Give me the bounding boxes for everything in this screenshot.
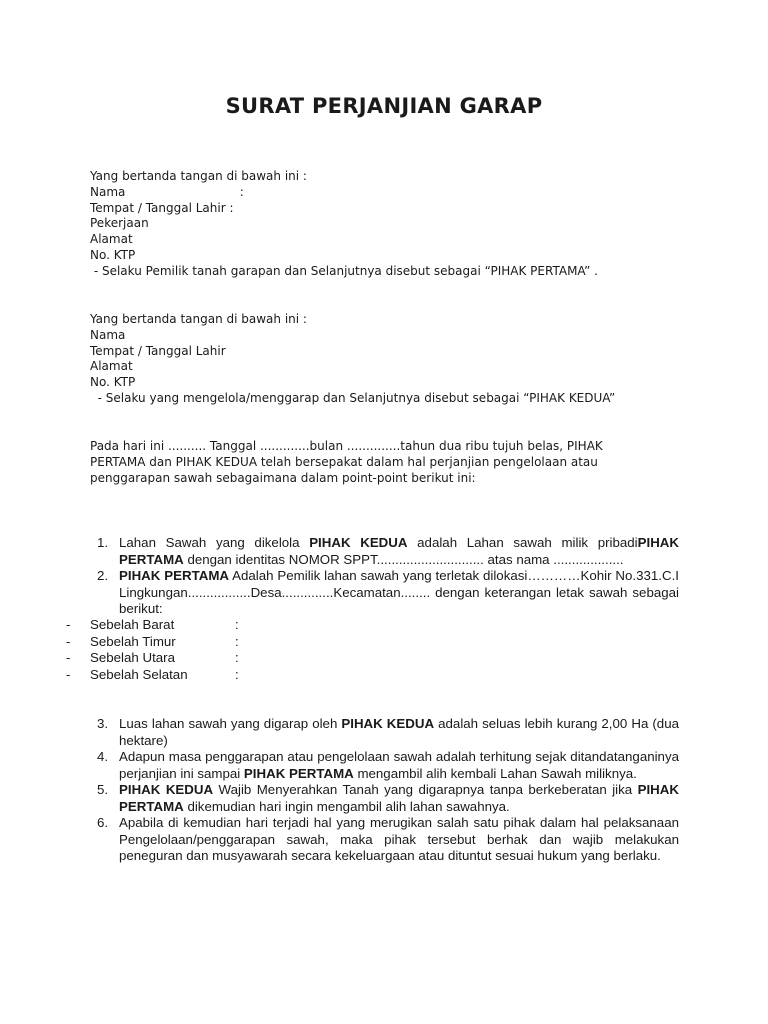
agreement-list-part-two — [97, 716, 679, 865]
party-two-section — [90, 312, 710, 407]
list-item-number: 2. — [97, 568, 109, 583]
list-item-number: 1. — [97, 535, 109, 550]
list-item-number: 4. — [97, 749, 109, 764]
list-item-number: 6. — [97, 815, 109, 830]
list-item — [97, 568, 679, 618]
party-two-intro: Yang bertanda tangan di bawah ini : — [90, 312, 307, 326]
party-two-field-name: Nama — [90, 327, 126, 342]
boundary-row-west: - Sebelah Barat : — [66, 617, 239, 632]
list-item-text: PIHAK PERTAMA Adalah Pemilik lahan sawah yang terletak dilokasi…………Kohir No.331.C.I Lingkungan.................Desa..............Kecamatan........ dengan keterangan letak sawah sebagai berikut: — [119, 568, 679, 616]
list-item-text: Apabila di kemudian hari terjadi hal yang merugikan salah satu pihak dalam hal pelaksanaan Pengelolaan/penggarapan sawah, maka pihak tersebut berhak dan wajib melakukan peneguran dan musyawarah secara kekeluargaan atau dituntut sesuai hukum yang berlaku. — [119, 815, 679, 863]
party-one-field-birth: Tempat / Tanggal Lahir : — [90, 200, 234, 215]
agreement-list-part-one — [97, 535, 679, 618]
party-one-intro: Yang bertanda tangan di bawah ini : — [90, 169, 307, 183]
list-item — [97, 749, 679, 782]
list-item-text: PIHAK KEDUA Wajib Menyerahkan Tanah yang digarapnya tanpa berkeberatan jika PIHAK PERTAMA dikemudian hari ingin mengambil alih lahan sawahnya. — [119, 782, 679, 814]
boundary-list — [66, 617, 326, 683]
list-item-text: Adapun masa penggarapan atau pengelolaan sawah adalah terhitung sejak ditandatanganinya perjanjian ini sampai PIHAK PERTAMA mengambil alih kembali Lahan Sawah miliknya. — [119, 749, 679, 781]
party-one-field-ktp: No. KTP — [90, 247, 136, 262]
list-item-number: 3. — [97, 716, 109, 731]
opening-section — [90, 439, 638, 486]
party-two-field-birth: Tempat / Tanggal Lahir — [90, 343, 226, 358]
party-one-note: - Selaku Pemilik tanah garapan dan Selanjutnya disebut sebagai “PIHAK PERTAMA” . — [90, 263, 598, 278]
document-title: SURAT PERJANJIAN GARAP — [225, 94, 543, 118]
boundary-row-north: - Sebelah Utara : — [66, 650, 239, 665]
boundary-row-south: - Sebelah Selatan : — [66, 666, 239, 682]
list-item-text: Luas lahan sawah yang digarap oleh PIHAK KEDUA adalah seluas lebih kurang 2,00 Ha (dua hektare) — [119, 716, 679, 748]
list-item — [97, 716, 679, 749]
party-two-note: - Selaku yang mengelola/menggarap dan Selanjutnya disebut sebagai “PIHAK KEDUA” — [90, 390, 616, 405]
party-two-field-ktp: No. KTP — [90, 375, 136, 390]
list-item — [97, 535, 679, 568]
party-one-field-address: Alamat — [90, 232, 133, 247]
party-one-section — [90, 169, 710, 280]
party-two-field-address: Alamat — [90, 359, 133, 374]
boundary-row-east: - Sebelah Timur : — [66, 633, 239, 649]
party-one-field-name: Nama : — [90, 184, 244, 199]
list-item-number: 5. — [97, 782, 109, 797]
party-one-field-job: Pekerjaan — [90, 216, 149, 231]
list-item — [97, 782, 679, 815]
list-item — [97, 815, 679, 865]
list-item-text: Lahan Sawah yang dikelola PIHAK KEDUA adalah Lahan sawah milik pribadiPIHAK PERTAMA dengan identitas NOMOR SPPT............................. atas nama ................... — [119, 535, 679, 567]
opening-paragraph: Pada hari ini .......... Tanggal .............bulan ..............tahun dua ribu tujuh belas, PIHAK PERTAMA dan PIHAK KEDUA telah bersepakat dalam hal perjanjian pengelolaan atau penggarapan sawah sebagaimana dalam point-point berikut ini: — [90, 439, 603, 485]
